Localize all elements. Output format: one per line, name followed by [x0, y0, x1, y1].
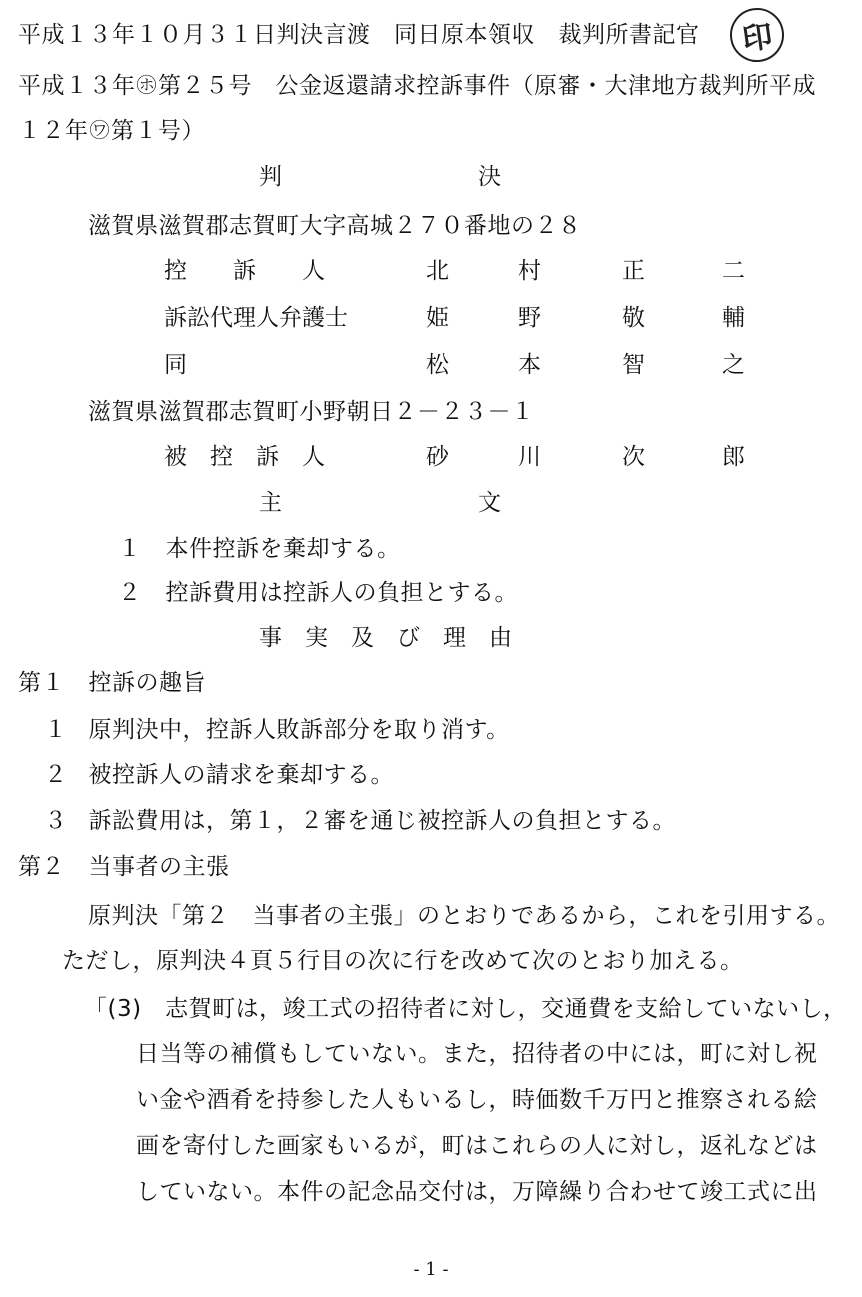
- reasons-heading: 事 実 及 び 理 由: [259, 625, 512, 651]
- section-1-item: [44, 806, 676, 836]
- counsel2-name-1: 松: [426, 352, 449, 378]
- case-type-mark: ㋭: [136, 73, 157, 97]
- quote-first-line: 「(3) 志賀町は，竣工式の招待者に対し，交通費を支給していないし，: [84, 996, 847, 1022]
- appellee-name-3: 次: [622, 444, 645, 470]
- original-case-mark: ㋻: [89, 118, 110, 142]
- counsel2-name-3: 智: [622, 352, 645, 378]
- counsel1-name-2: 野: [518, 305, 541, 331]
- quote-line: い金や酒肴を持参した人もいるし，時価数千万円と推察される絵: [136, 1087, 818, 1113]
- quote-line: 日当等の補償もしていない。また，招待者の中には，町に対し祝: [136, 1041, 818, 1067]
- counsel1-name-1: 姫: [426, 305, 449, 331]
- header-line-3: [18, 116, 205, 146]
- section-2-paragraph-1: 原判決「第２ 当事者の主張」のとおりであるから，これを引用する。: [88, 903, 840, 929]
- header-line-2: [18, 71, 816, 101]
- appellant-role: 控 訴 人: [164, 258, 325, 284]
- counsel-role: 訴訟代理人弁護士: [164, 305, 348, 331]
- counsel2-name-2: 本: [518, 352, 541, 378]
- title-char-1: 判: [259, 164, 282, 190]
- section-1-heading: 第１ 控訴の趣旨: [18, 670, 206, 696]
- section-2-heading: 第２ 当事者の主張: [18, 854, 230, 880]
- appellant-name-1: 北: [426, 258, 449, 284]
- section-1-item-number: ３: [44, 808, 68, 834]
- appellant-address: 滋賀県滋賀郡志賀町大字高城２７０番地の２８: [88, 213, 582, 239]
- appellee-name-2: 川: [518, 444, 541, 470]
- case-number-text: 第２５号 公金返還請求控訴事件（原審・大津地方裁判所平成: [158, 73, 816, 99]
- appellee-role: 被 控 訴 人: [164, 444, 325, 470]
- title-char-2: 決: [478, 164, 501, 190]
- main-text-heading-char-1: 主: [259, 490, 282, 516]
- original-case-number: 第１号）: [111, 118, 205, 144]
- section-2-paragraph-2: ただし，原判決４頁５行目の次に行を改めて次のとおり加える。: [62, 948, 744, 974]
- section-1-item-text: 訴訟費用は，第１，２審を通じ被控訴人の負担とする。: [88, 808, 676, 834]
- counsel1-name-4: 輔: [722, 305, 745, 331]
- appellee-name-4: 郎: [722, 444, 745, 470]
- counsel2-role: 同: [164, 352, 187, 378]
- quote-line: していない。本件の記念品交付は，万障繰り合わせて竣工式に出: [136, 1179, 818, 1205]
- counsel1-name-3: 敬: [622, 305, 645, 331]
- main-text-item: [118, 578, 518, 608]
- case-year: 平成１３年: [18, 73, 136, 99]
- appellant-name-2: 村: [518, 258, 541, 284]
- section-1-item-number: １: [44, 717, 68, 743]
- appellee-address: 滋賀県滋賀郡志賀町小野朝日２－２３－１: [88, 399, 535, 425]
- main-text-heading-char-2: 文: [478, 490, 501, 516]
- appellant-name-3: 正: [622, 258, 645, 284]
- section-1-item-number: ２: [44, 762, 68, 788]
- page-number: - 1 -: [413, 1259, 449, 1280]
- counsel2-name-4: 之: [722, 352, 745, 378]
- appellee-name-1: 砂: [426, 444, 449, 470]
- header-line-1: 平成１３年１０月３１日判決言渡 同日原本領収 裁判所書記官: [18, 22, 700, 48]
- original-case-year: １２年: [18, 118, 89, 144]
- main-text-item-number: １: [118, 536, 142, 562]
- main-text-item-text: 控訴費用は控訴人の負担とする。: [165, 580, 518, 606]
- appellant-name-4: 二: [722, 258, 745, 284]
- section-1-item-text: 原判決中，控訴人敗訴部分を取り消す。: [88, 717, 510, 743]
- main-text-item-text: 本件控訴を棄却する。: [165, 536, 401, 562]
- seal-stamp: 印: [727, 5, 788, 66]
- section-1-item: [44, 715, 510, 745]
- quote-line: 画を寄付した画家もいるが，町はこれらの人に対し，返礼などは: [136, 1133, 818, 1159]
- main-text-item-number: ２: [118, 580, 142, 606]
- main-text-item: [118, 534, 401, 564]
- section-1-item-text: 被控訴人の請求を棄却する。: [88, 762, 394, 788]
- section-1-item: [44, 760, 394, 790]
